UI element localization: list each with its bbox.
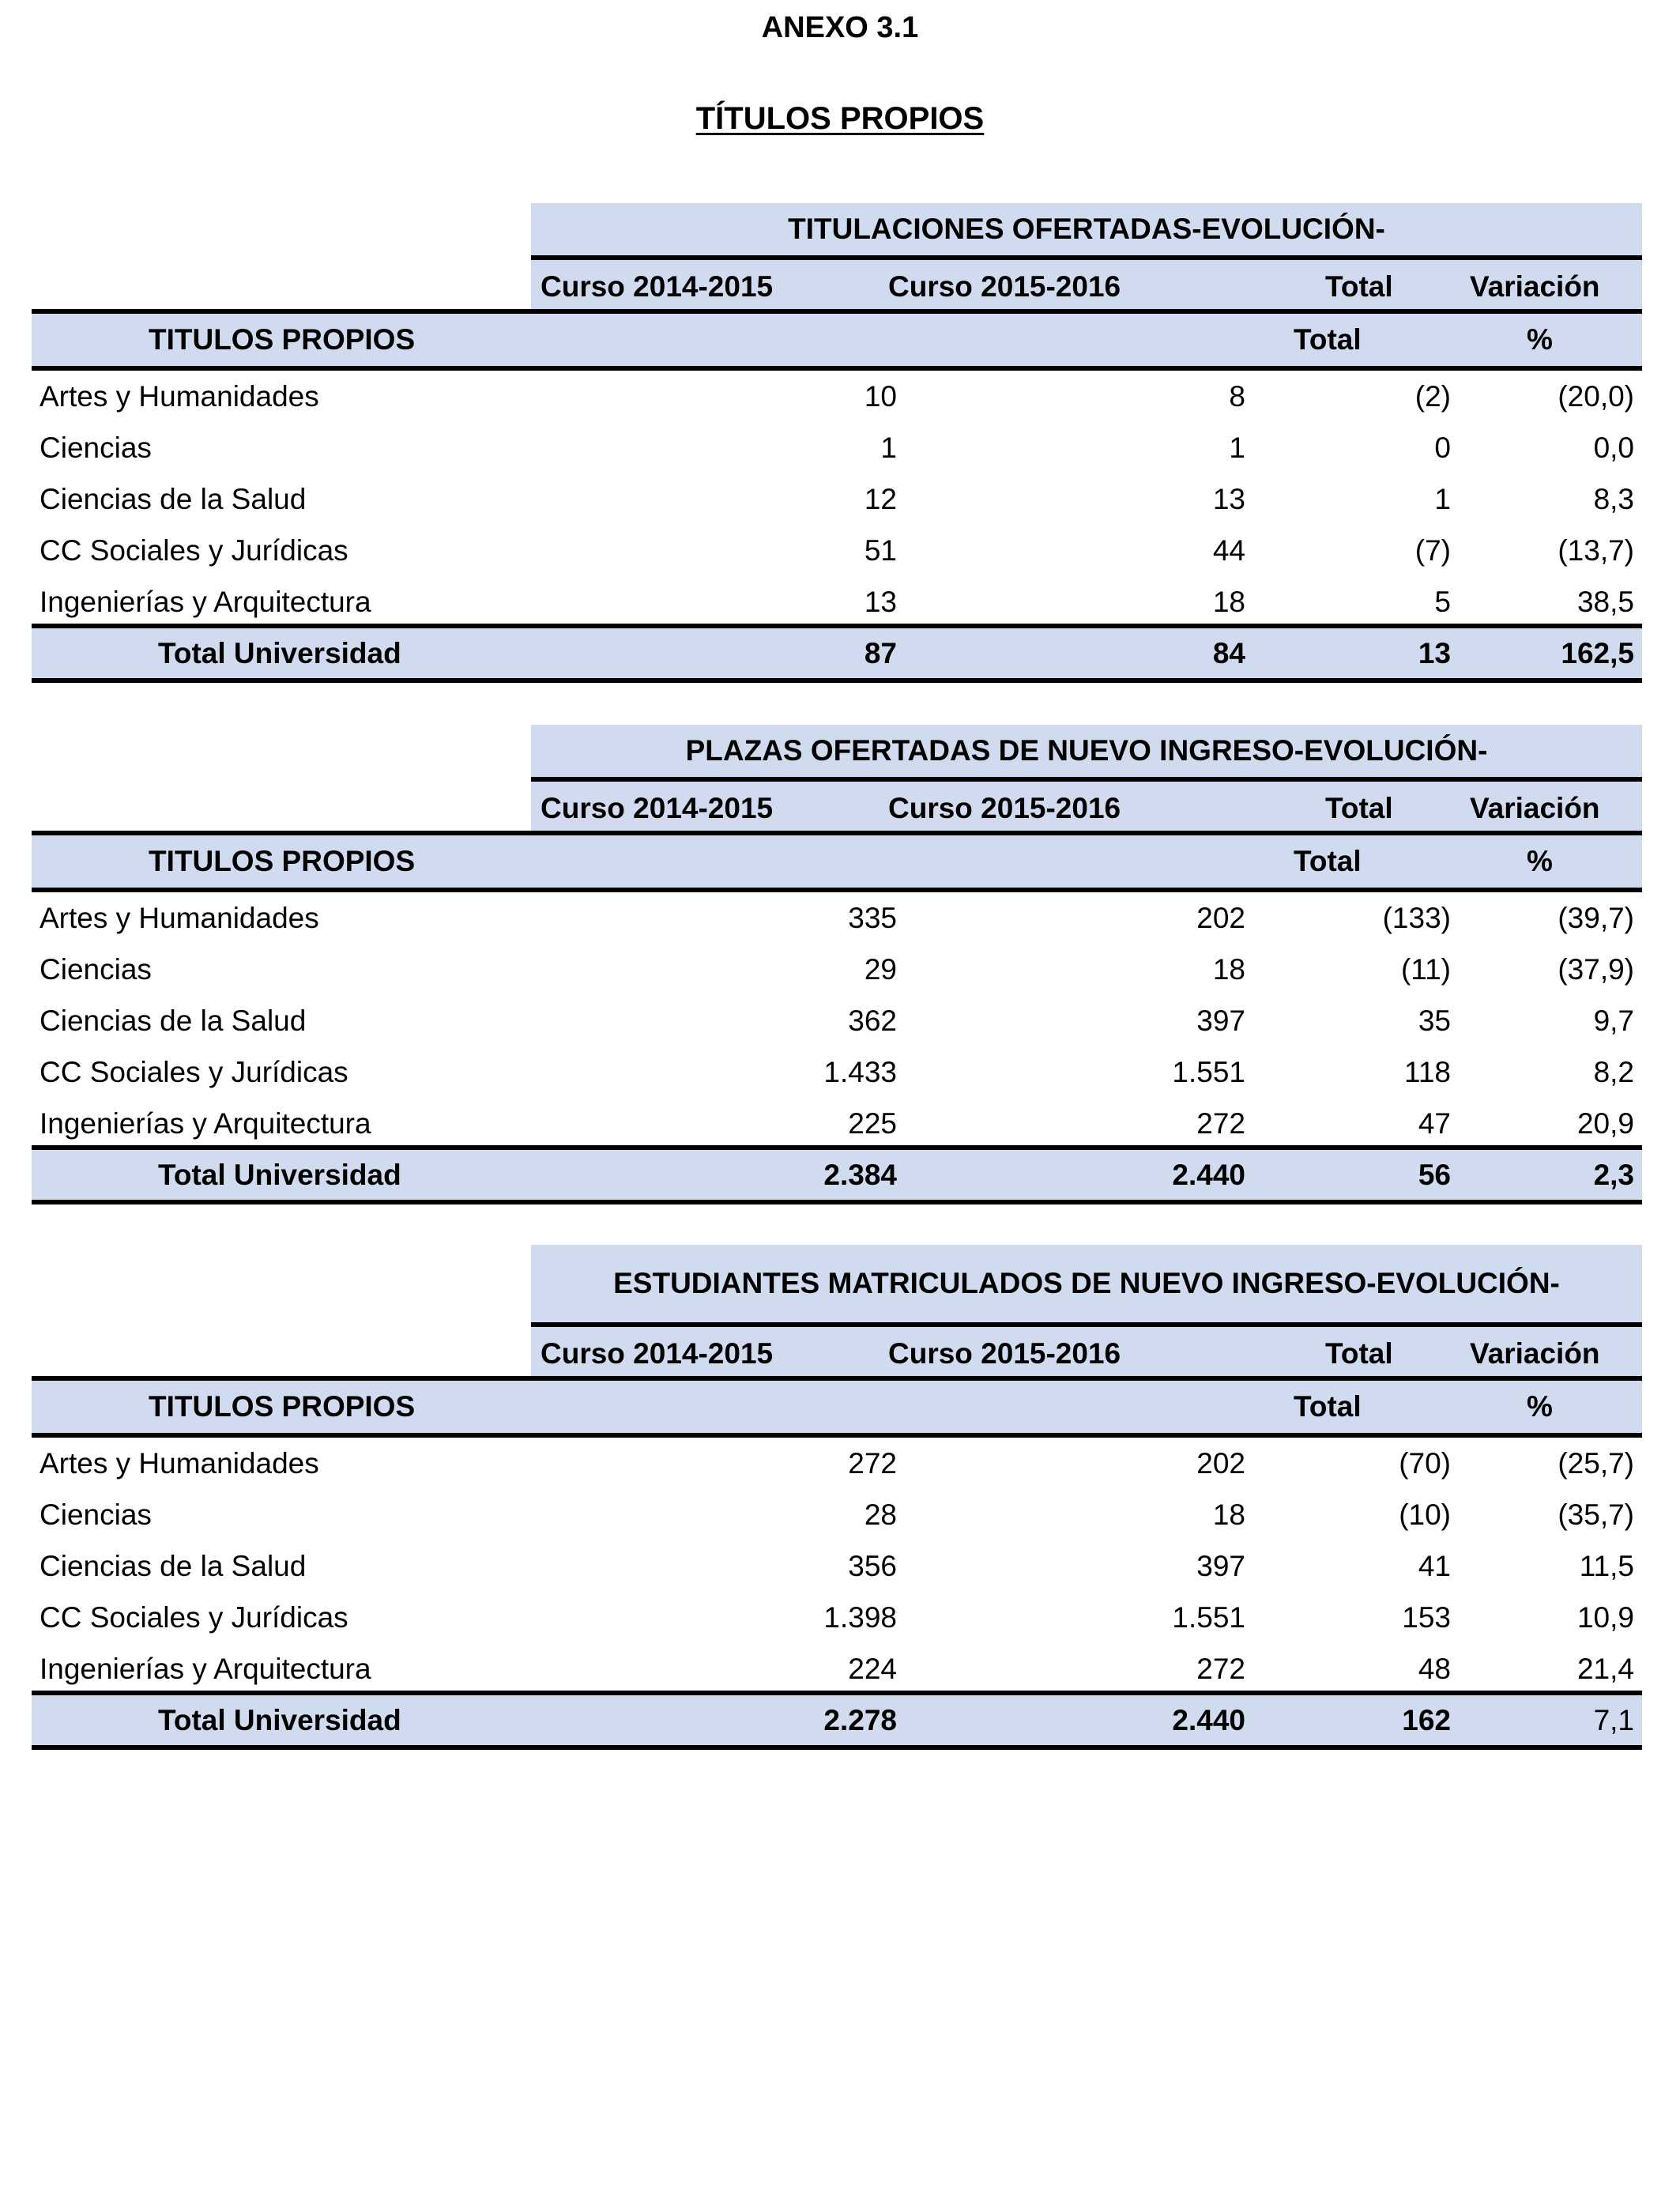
cell-variacion: (37,9): [1558, 952, 1634, 986]
total-total: 162: [1402, 1703, 1451, 1736]
row-label: Artes y Humanidades: [40, 379, 319, 413]
sub-header-row: [32, 831, 1642, 892]
cell-total: 118: [1404, 1055, 1451, 1088]
table-row: [32, 995, 1642, 1046]
row-label: Artes y Humanidades: [40, 1446, 319, 1480]
row-label: Ciencias de la Salud: [40, 1549, 307, 1582]
col-header-2015: Curso 2015-2016: [888, 1337, 1121, 1370]
total-2014: 87: [864, 636, 897, 669]
cell-variacion: 38,5: [1576, 585, 1634, 618]
cell-variacion: 8,3: [1593, 482, 1634, 515]
sub-header-pct: %: [1527, 845, 1553, 877]
cell-variacion: 20,9: [1576, 1106, 1634, 1140]
total-2015: 84: [1212, 636, 1245, 669]
cell-2014: 12: [864, 482, 897, 515]
cell-total: 48: [1418, 1652, 1451, 1685]
cell-total: (7): [1414, 533, 1451, 567]
cell-total: (2): [1414, 379, 1451, 413]
table-titulaciones: [32, 203, 1642, 685]
col-header-total: Total: [1325, 792, 1393, 824]
row-label: Ciencias de la Salud: [40, 482, 307, 515]
col-header-total: Total: [1325, 1337, 1393, 1370]
cell-2015: 202: [1196, 1446, 1245, 1480]
sub-header-label: TITULOS PROPIOS: [149, 1390, 416, 1423]
cell-2014: 1: [880, 431, 897, 464]
table-estudiantes: [32, 1245, 1642, 1759]
cell-total: 5: [1434, 585, 1451, 618]
cell-2015: 44: [1212, 533, 1245, 567]
cell-variacion: 21,4: [1576, 1652, 1634, 1685]
cell-total: (11): [1400, 952, 1451, 986]
sub-header-label: TITULOS PROPIOS: [149, 323, 416, 356]
row-label: CC Sociales y Jurídicas: [40, 1055, 348, 1088]
column-header-row: [531, 1322, 1642, 1381]
col-header-variacion: Variación: [1470, 270, 1600, 303]
sub-header-row: [32, 1376, 1642, 1438]
col-header-2015: Curso 2015-2016: [888, 270, 1121, 303]
total-label: Total Universidad: [158, 1158, 401, 1191]
row-label: CC Sociales y Jurídicas: [40, 1600, 348, 1634]
cell-total: (70): [1399, 1446, 1451, 1480]
cell-2015: 1: [1229, 431, 1245, 464]
total-2015: 2.440: [1172, 1703, 1245, 1736]
cell-2014: 335: [848, 901, 897, 934]
table-row: [32, 944, 1642, 995]
total-total: 13: [1418, 636, 1451, 669]
table-band-title: ESTUDIANTES MATRICULADOS DE NUEVO INGRESO-EVOLUCIÓN-: [531, 1245, 1642, 1322]
table-row: [32, 1098, 1642, 1149]
sub-header-pct: %: [1527, 323, 1553, 356]
total-2015: 2.440: [1172, 1158, 1245, 1191]
cell-total: 153: [1402, 1600, 1451, 1634]
sub-header-pct: %: [1527, 1390, 1553, 1423]
table-row: [32, 1489, 1642, 1540]
cell-2014: 225: [848, 1106, 897, 1140]
row-label: Ciencias: [40, 1498, 152, 1531]
cell-2014: 13: [864, 585, 897, 618]
table-row: [32, 1540, 1642, 1592]
row-label: Ingenierías y Arquitectura: [40, 585, 371, 618]
sub-header-label: TITULOS PROPIOS: [149, 845, 416, 877]
sub-header-total: Total: [1294, 323, 1362, 356]
cell-total: 0: [1434, 431, 1451, 464]
cell-variacion: 8,2: [1593, 1055, 1634, 1088]
cell-2014: 356: [848, 1549, 897, 1582]
column-header-row: [531, 255, 1642, 314]
cell-variacion: 11,5: [1579, 1549, 1634, 1582]
total-variacion: 162,5: [1561, 636, 1634, 669]
table-row: [32, 1592, 1642, 1643]
cell-2014: 51: [864, 533, 897, 567]
cell-2015: 1.551: [1172, 1055, 1245, 1088]
cell-2014: 29: [864, 952, 897, 986]
cell-variacion: (39,7): [1558, 901, 1634, 934]
table-row: [32, 1046, 1642, 1098]
table-row: [32, 525, 1642, 576]
table-band-title: PLAZAS OFERTADAS DE NUEVO INGRESO-EVOLUCIÓN-: [531, 725, 1642, 777]
cell-variacion: 10,9: [1576, 1600, 1634, 1634]
table-band-title: TITULACIONES OFERTADAS-EVOLUCIÓN-: [531, 203, 1642, 255]
total-label: Total Universidad: [158, 636, 401, 669]
col-header-variacion: Variación: [1470, 1337, 1600, 1370]
document-title: ANEXO 3.1: [761, 11, 919, 44]
cell-2015: 397: [1196, 1549, 1245, 1582]
col-header-2014: Curso 2014-2015: [541, 270, 774, 303]
cell-2015: 13: [1212, 482, 1245, 515]
total-row: [32, 1145, 1642, 1204]
cell-variacion: 0,0: [1593, 431, 1634, 464]
total-variacion: 7,1: [1593, 1703, 1634, 1736]
cell-variacion: (13,7): [1558, 533, 1634, 567]
sub-header-row: [32, 309, 1642, 371]
row-label: Ingenierías y Arquitectura: [40, 1106, 371, 1140]
total-variacion: 2,3: [1593, 1158, 1634, 1191]
table-row: [32, 892, 1642, 944]
total-row: [32, 624, 1642, 683]
cell-variacion: (20,0): [1558, 379, 1634, 413]
row-label: Ciencias: [40, 952, 152, 986]
cell-total: 41: [1418, 1549, 1451, 1582]
col-header-total: Total: [1325, 270, 1393, 303]
cell-2014: 1.433: [823, 1055, 897, 1088]
cell-2015: 272: [1196, 1106, 1245, 1140]
cell-2014: 362: [848, 1004, 897, 1037]
col-header-2014: Curso 2014-2015: [541, 792, 774, 824]
table-row: [32, 1643, 1642, 1695]
cell-2014: 1.398: [823, 1600, 897, 1634]
cell-2014: 28: [864, 1498, 897, 1531]
cell-variacion: (35,7): [1558, 1498, 1634, 1531]
table-row: [32, 422, 1642, 473]
table-row: [32, 473, 1642, 525]
cell-total: 1: [1434, 482, 1451, 515]
document-subtitle: TÍTULOS PROPIOS: [695, 101, 985, 136]
table-row: [32, 371, 1642, 422]
cell-2015: 202: [1196, 901, 1245, 934]
column-header-row: [531, 777, 1642, 835]
total-row: [32, 1691, 1642, 1750]
sub-header-total: Total: [1294, 1390, 1362, 1423]
cell-2015: 272: [1196, 1652, 1245, 1685]
row-label: Ciencias de la Salud: [40, 1004, 307, 1037]
sub-header-total: Total: [1294, 845, 1362, 877]
table-row: [32, 576, 1642, 628]
total-total: 56: [1418, 1158, 1451, 1191]
total-2014: 2.278: [823, 1703, 897, 1736]
row-label: Ingenierías y Arquitectura: [40, 1652, 371, 1685]
cell-variacion: 9,7: [1593, 1004, 1634, 1037]
cell-total: (10): [1399, 1498, 1451, 1531]
cell-2015: 18: [1212, 1498, 1245, 1531]
cell-2014: 272: [848, 1446, 897, 1480]
cell-2014: 224: [848, 1652, 897, 1685]
cell-total: 35: [1418, 1004, 1451, 1037]
total-label: Total Universidad: [158, 1703, 401, 1736]
cell-2015: 1.551: [1172, 1600, 1245, 1634]
cell-2015: 18: [1212, 585, 1245, 618]
cell-total: (133): [1382, 901, 1451, 934]
col-header-2015: Curso 2015-2016: [888, 792, 1121, 824]
cell-2015: 18: [1212, 952, 1245, 986]
table-row: [32, 1438, 1642, 1489]
col-header-variacion: Variación: [1470, 792, 1600, 824]
cell-2014: 10: [864, 379, 897, 413]
cell-2015: 8: [1229, 379, 1245, 413]
cell-total: 47: [1418, 1106, 1451, 1140]
row-label: Ciencias: [40, 431, 152, 464]
row-label: CC Sociales y Jurídicas: [40, 533, 348, 567]
cell-2015: 397: [1196, 1004, 1245, 1037]
cell-variacion: (25,7): [1558, 1446, 1634, 1480]
total-2014: 2.384: [823, 1158, 897, 1191]
table-plazas: [32, 725, 1642, 1207]
row-label: Artes y Humanidades: [40, 901, 319, 934]
col-header-2014: Curso 2014-2015: [541, 1337, 774, 1370]
